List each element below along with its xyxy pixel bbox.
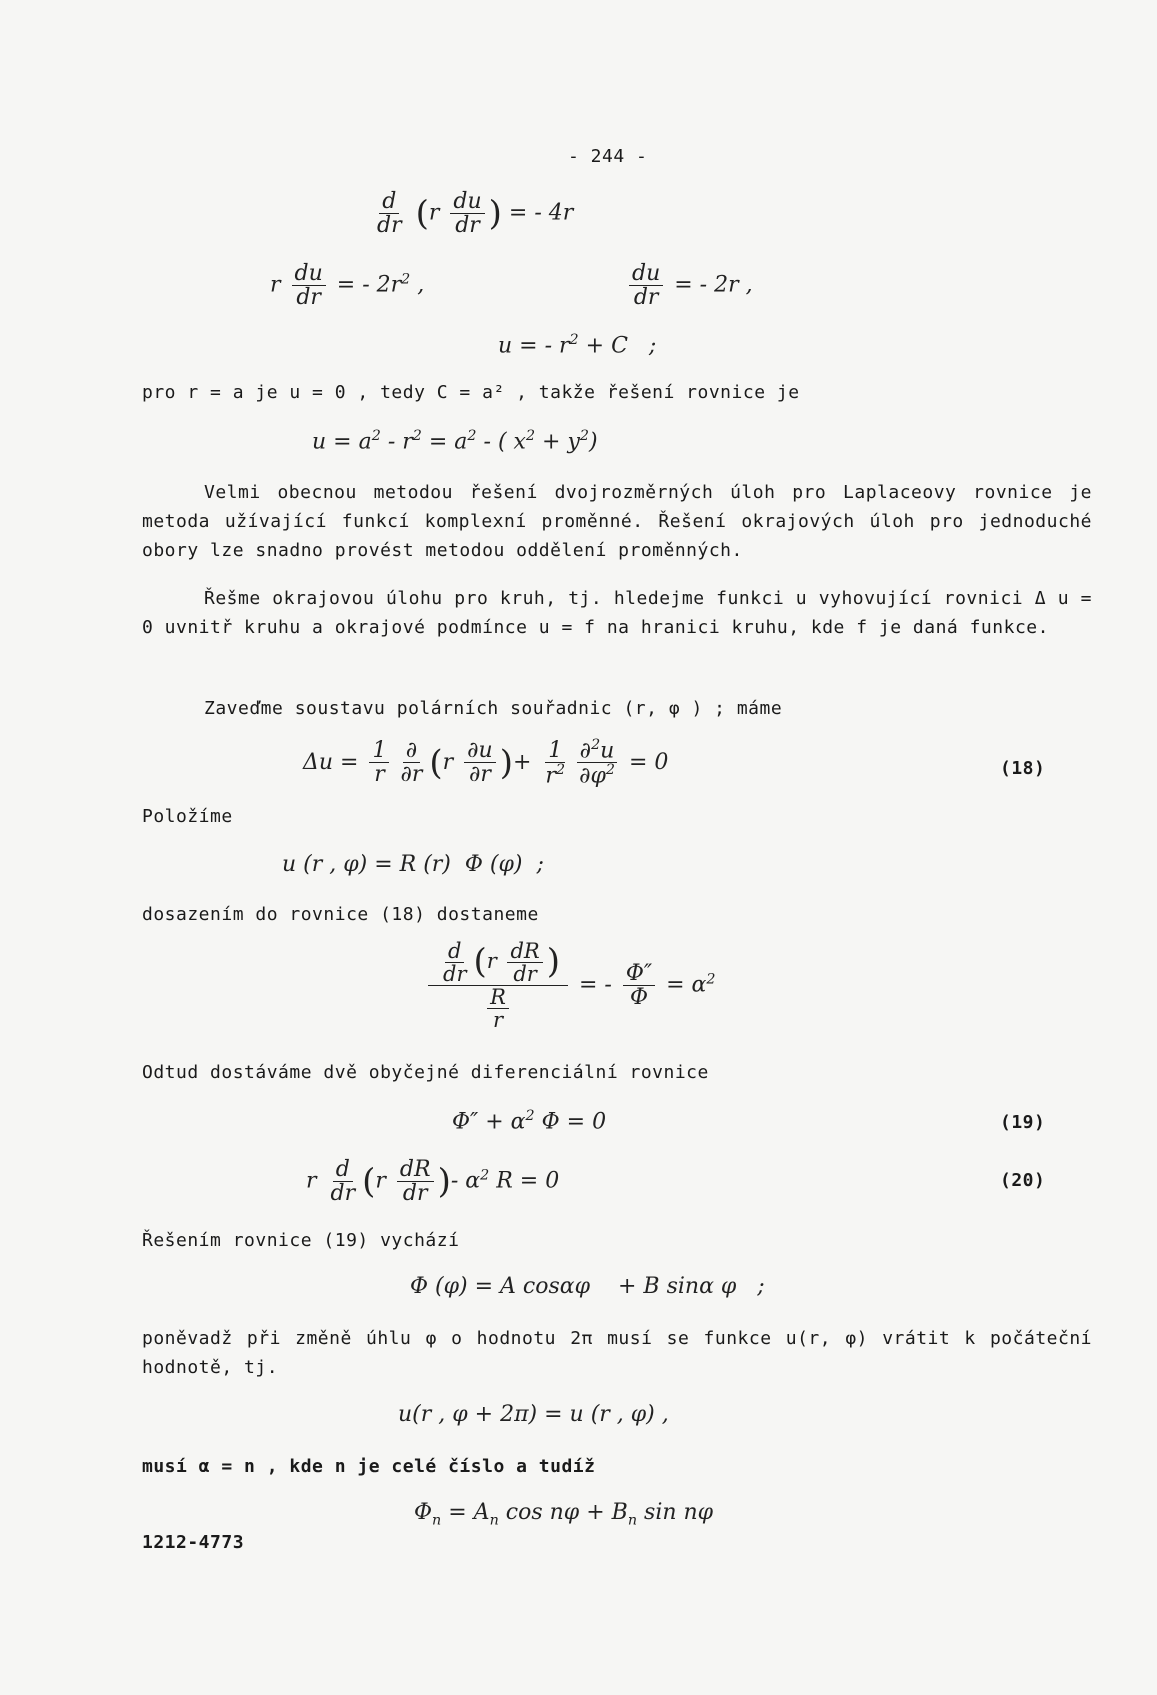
equation-19: $\Phi'' + \alpha^2$ Φ = 0 xyxy=(452,1108,607,1135)
equation-20-number: (20) xyxy=(1000,1170,1046,1191)
footer-code: 1212-4773 xyxy=(142,1532,245,1553)
line-musi: musí α = n , kde n je celé číslo a tudíž xyxy=(142,1456,596,1477)
paragraph-2: Řešme okrajovou úlohu pro kruh, tj. hledejme funkci u vyhovující rovnici Δ u = 0 uvnitř kruhu a okrajové podmínce u = f na hranici kruhu, kde f je daná funkce. xyxy=(142,588,1092,638)
equation-19-number: (19) xyxy=(1000,1112,1046,1133)
equation-20: r $\frac{d}{dr}$ (r $\frac{dR}{dr}$ )- $\alpha^2$ R = 0 xyxy=(306,1157,560,1207)
line-dosazenim: dosazením do rovnice (18) dostaneme xyxy=(142,904,539,925)
equation-18: Δu = $\frac{1}{r}$ $\frac{\partial}{\partial r}$ (r $\frac{\partial u}{\partial r}$ )+ $\frac{1}{r^2}$ $\frac{\partial^2u}{\partial\varphi^2}$ = 0 xyxy=(303,737,669,789)
line-pro: pro r = a je u = 0 , tedy C = a² , takže řešení rovnice je xyxy=(142,382,800,403)
line-zavedme: Zaveďme soustavu polárních souřadnic (r, φ ) ; máme xyxy=(204,698,783,719)
equation-d: $u = a^2 - r^2 = a^2$ - ( $x^2 + y^2$) xyxy=(312,428,598,455)
paragraph-3: poněvadž při změně úhlu φ o hodnotu 2π musí se funkce u(r, φ) vrátit k počáteční hodnotě, tj. xyxy=(142,1328,1092,1378)
equation-phi: Φ (φ) = A cosαφ + B sinα φ ; xyxy=(410,1274,765,1299)
equation-18-number: (18) xyxy=(1000,758,1046,779)
equation-ratio: $\frac{d}{dr}$ (r $\frac{dR}{dr}$ ) $\frac{R}{r}$ = - $\frac{\Phi''}{\Phi}$ = $\alpha^2$ xyxy=(424,940,716,1031)
equation-b-left: r $\frac{du}{dr}$ = - $2r^2$ , xyxy=(270,261,425,311)
equation-c: u = - $r^2 + C$ ; xyxy=(498,332,657,359)
equation-separation: u (r , φ) = R (r) Φ (φ) ; xyxy=(282,852,544,877)
equation-phi-n: $\Phi_n = A_n$ $\cos n\varphi + B_n$ sin nφ xyxy=(414,1500,714,1529)
page-number: - 244 - xyxy=(568,146,648,167)
paragraph-1: Velmi obecnou metodou řešení dvojrozměrných úloh pro Laplaceovy rovnice je metoda užívající funkcí komplexní proměnné. Řešení okrajových úloh pro jednoduché obory lze snadno provést metodou oddělení proměnných. xyxy=(142,482,1092,561)
line-resenim: Řešením rovnice (19) vychází xyxy=(142,1230,460,1251)
line-odtud: Odtud dostáváme dvě obyčejné diferenciální rovnice xyxy=(142,1062,709,1083)
line-polozime: Položíme xyxy=(142,806,233,827)
equation-a: $\frac{d}{dr}$ (r $\frac{du}{dr}$ ) = - 4r xyxy=(377,189,574,239)
equation-b-right: $\frac{du}{dr}$ = - 2r , xyxy=(625,262,753,309)
equation-period: u(r , φ + 2π) = u (r , φ) , xyxy=(398,1402,669,1427)
